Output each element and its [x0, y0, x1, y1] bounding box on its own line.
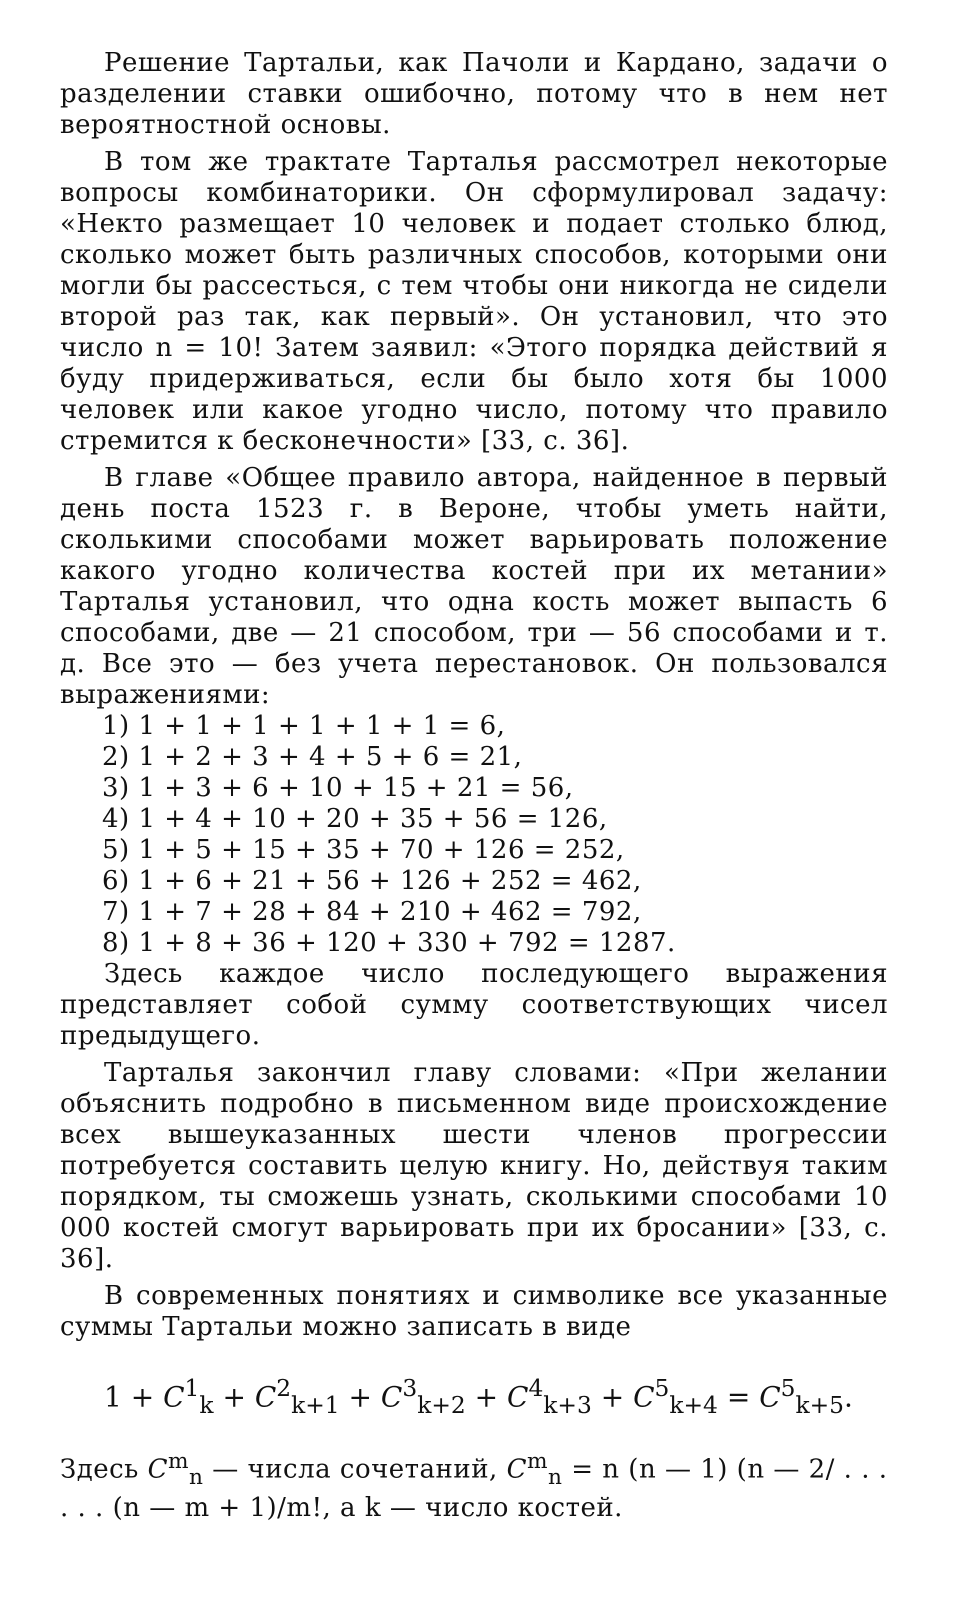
formula-c-term-2: C	[254, 1380, 277, 1414]
definition-text-1: — числа сочетаний,	[203, 1454, 507, 1485]
definition-lead: Здесь	[60, 1454, 148, 1485]
definition-c-2: C	[506, 1454, 527, 1485]
page-content	[60, 48, 888, 1524]
expression-3: 3) 1 + 3 + 6 + 10 + 15 + 21 = 56,	[102, 773, 574, 803]
definition-sup: m	[167, 1448, 190, 1474]
expression-list	[60, 711, 888, 959]
formula-c-term-4: C	[507, 1380, 529, 1414]
formula-one: 1	[104, 1380, 122, 1414]
sup-3: 3	[402, 1374, 418, 1402]
formula-c-term-1: C	[163, 1380, 185, 1414]
sub-result: k+5	[795, 1390, 844, 1419]
sub-4: k+3	[543, 1390, 592, 1419]
formula-plus: +	[222, 1380, 246, 1414]
definition-c: C	[147, 1454, 168, 1485]
definition-text-2: = n (n — 1) (n — 2/ . . .	[562, 1454, 888, 1485]
expression-6: 6) 1 + 6 + 21 + 56 + 126 + 252 = 462,	[102, 866, 642, 896]
sub-2: k+1	[291, 1390, 340, 1419]
expression-4: 4) 1 + 4 + 10 + 20 + 35 + 56 = 126,	[102, 804, 608, 834]
paragraph-4: Здесь каждое число последующего выражения представляет собой сумму соответствующих чисел предыдущего.	[60, 959, 888, 1051]
formula-period: .	[844, 1380, 853, 1414]
paragraph-5: Тарталья закончил главу словами: «При желании объяснить подробно в письменном виде происхождение всех вышеуказанных шести членов прогрессии потребуется составить целую книгу. Но, действуя таким порядком, ты сможешь узнать, сколькими способами 10 000 костей смогут варьировать при их бросании» [33, с. 36].	[60, 1058, 888, 1274]
sup-1: 1	[184, 1374, 200, 1402]
formula-c-term-5: C	[633, 1380, 655, 1414]
sup-5: 5	[654, 1374, 670, 1402]
definition-sup-2: m	[526, 1448, 549, 1474]
definition-line-1	[60, 1446, 888, 1493]
expression-2: 2) 1 + 2 + 3 + 4 + 5 + 6 = 21,	[102, 742, 523, 772]
expression-8: 8) 1 + 8 + 36 + 120 + 330 + 792 = 1287.	[102, 928, 676, 958]
formula-equals: =	[726, 1380, 751, 1414]
formula-c-term-3: C	[380, 1380, 403, 1414]
definition-block	[60, 1446, 888, 1524]
paragraph-1: Решение Тартальи, как Пачоли и Кардано, задачи о разделении ставки ошибочно, потому что в нем нет вероятностной основы.	[60, 48, 888, 140]
definition-sub: n	[189, 1464, 204, 1490]
sup-4: 4	[528, 1374, 544, 1402]
sub-3: k+2	[417, 1390, 466, 1419]
definition-sub-2: n	[548, 1464, 563, 1490]
expression-7: 7) 1 + 7 + 28 + 84 + 210 + 462 = 792,	[102, 897, 642, 927]
paragraph-2: В том же трактате Тарталья рассмотрел некоторые вопросы комбинаторики. Он сформулировал задачу: «Некто размещает 10 человек и подает столько блюд, сколько может быть различных способов, которыми они могли бы рассесться, с тем чтобы они никогда не сидели второй раз так, как первый». Он установил, что это число n = 10! Затем заявил: «Этого порядка действий я буду придерживаться, если бы было хотя бы 1000 человек или какое угодно число, потому что правило стремится к бесконечности» [33, с. 36].	[60, 147, 888, 456]
combination-sum-formula	[104, 1369, 888, 1424]
formula-plus: +	[130, 1380, 155, 1414]
formula-plus: +	[474, 1380, 499, 1414]
paragraph-3: В главе «Общее правило автора, найденное в первый день поста 1523 г. в Вероне, чтобы уметь найти, сколькими способами может варьировать положение какого угодно количества костей при их метании» Тарталья установил, что одна кость может выпасть 6 способами, две — 21 способом, три — 56 способами и т. д. Все это — без учета перестановок. Он пользовался выражениями:	[60, 463, 888, 710]
sub-1: k	[199, 1390, 214, 1419]
paragraph-6: В современных понятиях и символике все указанные суммы Тартальи можно записать в виде	[60, 1281, 888, 1342]
sup-2: 2	[276, 1374, 292, 1402]
formula-plus: +	[348, 1380, 372, 1414]
formula-c-result: C	[759, 1380, 781, 1414]
expression-1: 1) 1 + 1 + 1 + 1 + 1 + 1 = 6,	[102, 711, 506, 741]
expression-5: 5) 1 + 5 + 15 + 35 + 70 + 126 = 252,	[102, 835, 625, 865]
sub-5: k+4	[669, 1390, 718, 1419]
formula-plus: +	[600, 1380, 625, 1414]
sup-result: 5	[780, 1374, 796, 1402]
definition-line-2: . . . (n — m + 1)/m!, а k — число костей.	[60, 1492, 623, 1523]
